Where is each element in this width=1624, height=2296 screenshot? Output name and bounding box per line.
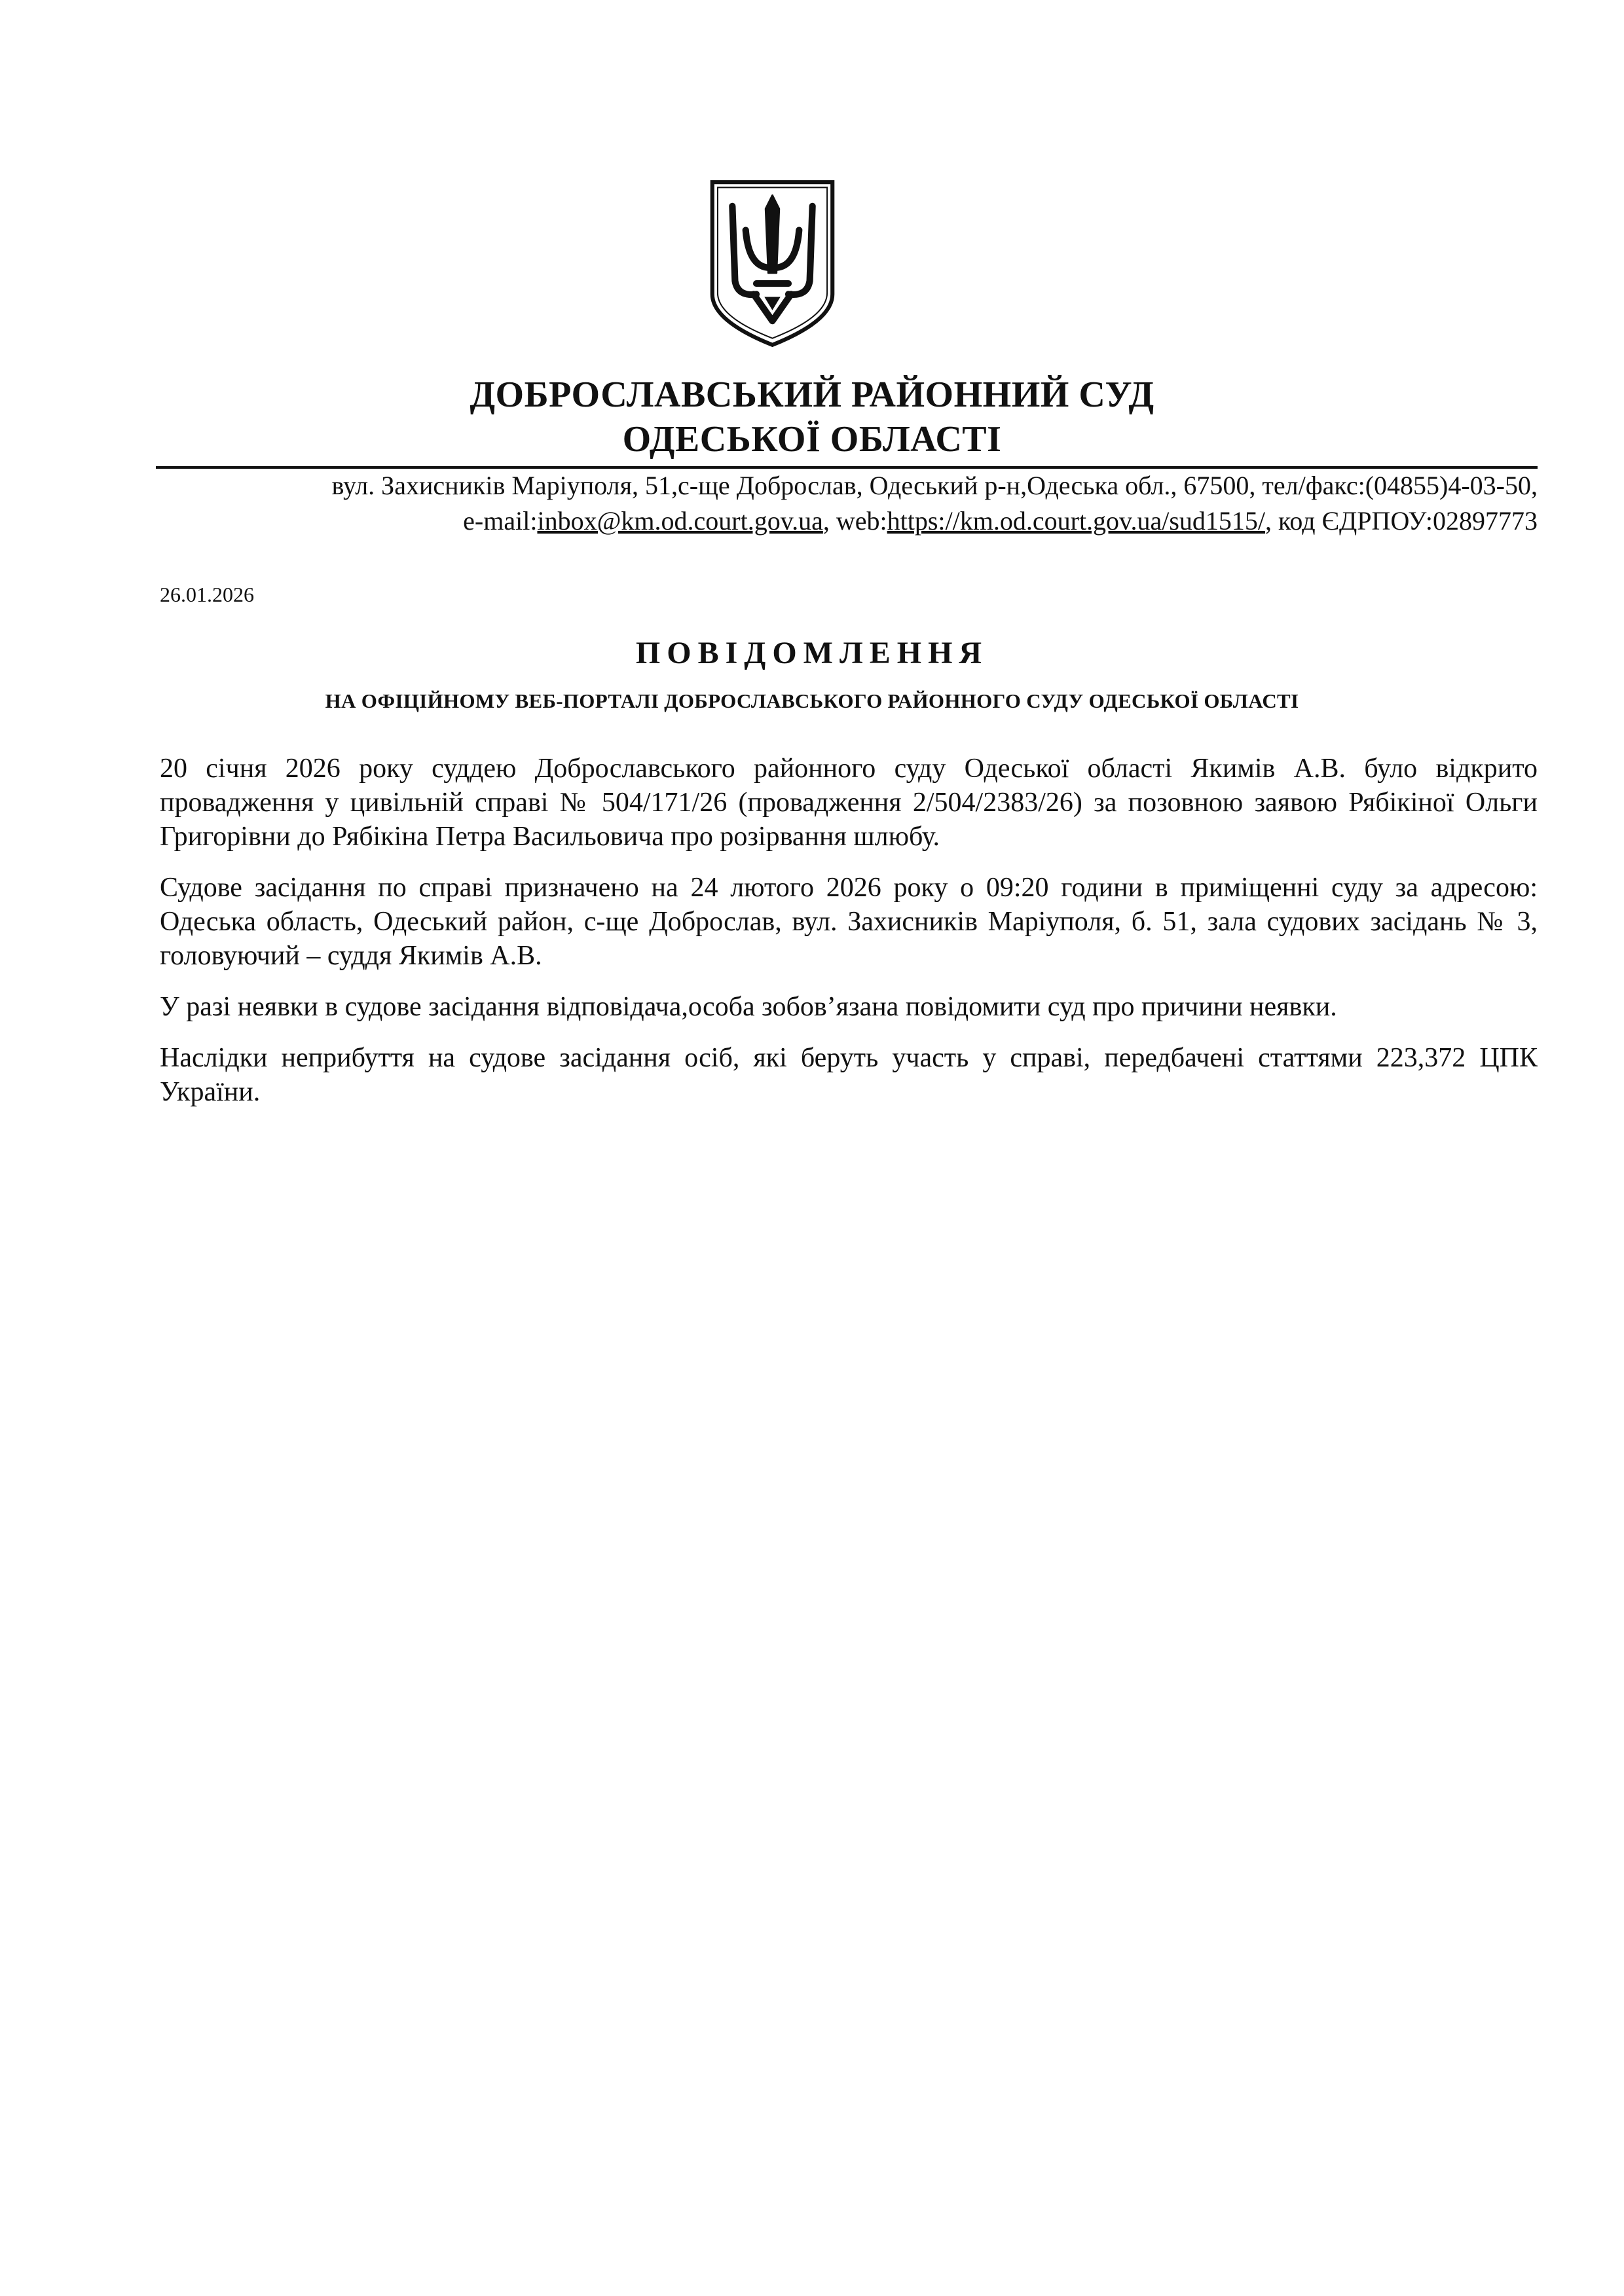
paragraph-case-opened: 20 січня 2026 року суддею Доброславського районного суду Одеської області Якимів А.В. було відкрито провадження у цивільній справі № 504/171/26 (провадження 2/504/2383/26) за позовною заявою Рябікіної Ольги Григорівни до Рябікіна Петра Васильовича про розірвання шлюбу. [160, 754, 1538, 852]
notice-subtitle: НА ОФІЦІЙНОМУ ВЕБ-ПОРТАЛІ ДОБРОСЛАВСЬКОГО РАЙОННОГО СУДУ ОДЕСЬКОЇ ОБЛАСТІ [325, 689, 1299, 712]
web-label: , web: [822, 506, 887, 536]
edrpou-code: , код ЄДРПОУ:02897773 [1265, 506, 1538, 536]
court-contacts [156, 504, 1538, 538]
document-date: 26.01.2026 [160, 583, 254, 606]
court-name-line2: ОДЕСЬКОЇ ОБЛАСТІ [622, 419, 1002, 460]
tryzub-coat-of-arms-icon [705, 177, 840, 350]
email-link[interactable]: inbox@km.od.court.gov.ua [537, 506, 823, 536]
website-link[interactable]: https://km.od.court.gov.ua/sud1515/ [887, 506, 1266, 536]
notice-body [160, 752, 1538, 1126]
email-label: e-mail: [463, 506, 538, 536]
court-address: вул. Захисників Маріуполя, 51,с-ще Доброслав, Одеський р-н,Одеська обл., 67500, тел/факс:(04855)4-03-50, [331, 471, 1538, 500]
court-name-line1: ДОБРОСЛАВСЬКИЙ РАЙОННИЙ СУД [470, 374, 1154, 415]
paragraph-absence-notice: У разі неявки в судове засідання відповідача,особа зобов’язана повідомити суд про причини неявки. [160, 992, 1337, 1022]
notice-title: ПОВІДОМЛЕННЯ [635, 636, 989, 670]
paragraph-consequences: Наслідки неприбуття на судове засідання осіб, які беруть участь у справі, передбачені статтями 223,372 ЦПК України. [160, 1043, 1538, 1107]
paragraph-hearing-date: Судове засідання по справі призначено на 24 лютого 2026 року о 09:20 години в приміщенні суду за адресою: Одеська область, Одеський район, с-ще Доброслав, вул. Захисників Маріуполя, б. 51, зала судових засідань № 3, головуючий – суддя Якимів А.В. [160, 873, 1538, 971]
